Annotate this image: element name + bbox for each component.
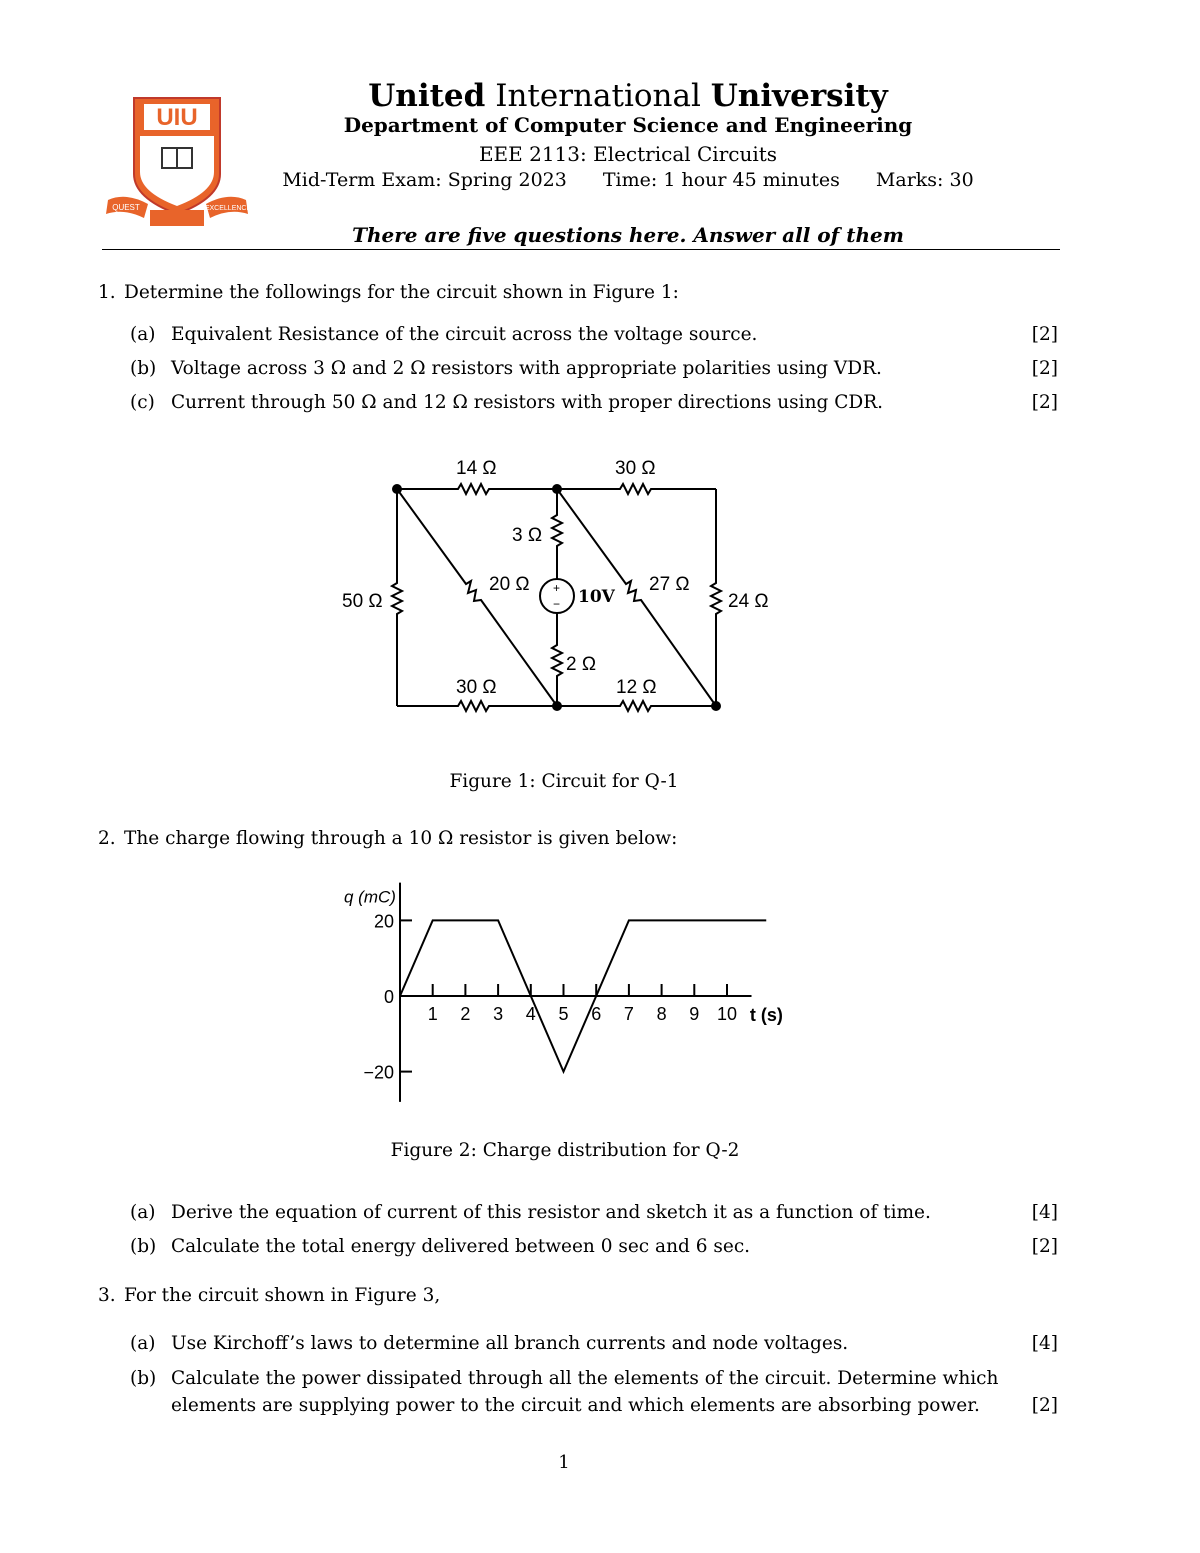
question-3b: (b) Calculate the power dissipated through all the elements of the circuit. Determine which elements are supplying power to the circuit and which elements are absorbing power. [2] (130, 1368, 1058, 1416)
question-3: 3. For the circuit shown in Figure 3, (98, 1285, 441, 1306)
y-tick-label: 0 (383, 987, 394, 1007)
logo-crest-icon (104, 96, 250, 230)
exam-name: Mid-Term Exam: Spring 2023 (282, 169, 567, 191)
label-2-ohm: 2 Ω (566, 654, 597, 675)
question-1c: (c) Current through 50 Ω and 12 Ω resistors with proper directions using CDR. [2] (130, 392, 1058, 413)
x-tick-label: 10 (716, 1004, 738, 1024)
x-tick-label: 2 (460, 1004, 471, 1024)
x-tick-label: 7 (623, 1004, 634, 1024)
label-14-ohm: 14 Ω (456, 458, 497, 479)
page-number: 1 (558, 1452, 570, 1473)
svg-text:QUEST: QUEST (112, 203, 140, 212)
course-title: EEE 2113: Electrical Circuits (478, 142, 778, 166)
question-1b: (b) Voltage across 3 Ω and 2 Ω resistors with appropriate polarities using VDR. [2] (130, 358, 1058, 379)
svg-text:UIU: UIU (156, 104, 198, 131)
exam-time: Time: 1 hour 45 minutes (602, 169, 840, 191)
x-tick-label: 6 (591, 1004, 602, 1024)
exam-instructions: There are five questions here. Answer all of them (352, 223, 904, 247)
x-axis-title: t (s) (749, 1005, 783, 1025)
y-tick-label: −20 (363, 1062, 394, 1083)
question-2b: (b) Calculate the total energy delivered between 0 sec and 6 sec. [2] (130, 1236, 1058, 1257)
y-tick-label: 20 (373, 911, 394, 932)
x-tick-label: 9 (689, 1004, 700, 1024)
source-minus-sign: − (553, 597, 561, 611)
exam-meta (230, 169, 1026, 191)
question-1a: (a) Equivalent Resistance of the circuit across the voltage source. [2] (130, 324, 1058, 345)
x-tick-label: 8 (656, 1004, 667, 1024)
svg-text:EXCELLENCE: EXCELLENCE (204, 205, 250, 212)
question-1: 1. Determine the followings for the circuit shown in Figure 1: (98, 282, 679, 303)
university-logo (104, 96, 250, 230)
x-tick-label: 1 (427, 1004, 438, 1024)
question-3a: (a) Use Kirchoff’s laws to determine all branch currents and node voltages. [4] (130, 1333, 1058, 1354)
source-plus-sign: + (553, 581, 561, 595)
question-2: 2. The charge flowing through a 10 Ω resistor is given below: (98, 828, 678, 849)
label-30-ohm-bottom: 30 Ω (456, 677, 497, 698)
department-name: Department of Computer Science and Engineering (343, 113, 913, 137)
x-tick-label: 3 (493, 1004, 504, 1024)
label-30-ohm-top: 30 Ω (615, 458, 656, 479)
label-24-ohm: 24 Ω (728, 591, 769, 612)
exam-marks: Marks: 30 (875, 169, 974, 191)
x-tick-label: 5 (558, 1004, 569, 1024)
label-50-ohm: 50 Ω (342, 591, 383, 612)
university-name: United International University (368, 78, 888, 114)
circuit-figure (330, 448, 790, 738)
y-axis-title: q (mC) (344, 887, 396, 907)
label-source: 10V (578, 587, 615, 607)
figure-1-caption: Figure 1: Circuit for Q-1 (449, 771, 679, 792)
label-3-ohm: 3 Ω (512, 525, 543, 546)
label-20-ohm: 20 Ω (489, 574, 530, 595)
x-tick-label: 4 (525, 1004, 536, 1024)
charge-chart (330, 866, 810, 1116)
question-2a: (a) Derive the equation of current of this resistor and sketch it as a function of time. [4] (130, 1202, 1058, 1223)
label-27-ohm: 27 Ω (649, 574, 690, 595)
figure-2-caption: Figure 2: Charge distribution for Q-2 (390, 1140, 740, 1161)
header-divider (102, 249, 1060, 250)
label-12-ohm: 12 Ω (616, 677, 657, 698)
